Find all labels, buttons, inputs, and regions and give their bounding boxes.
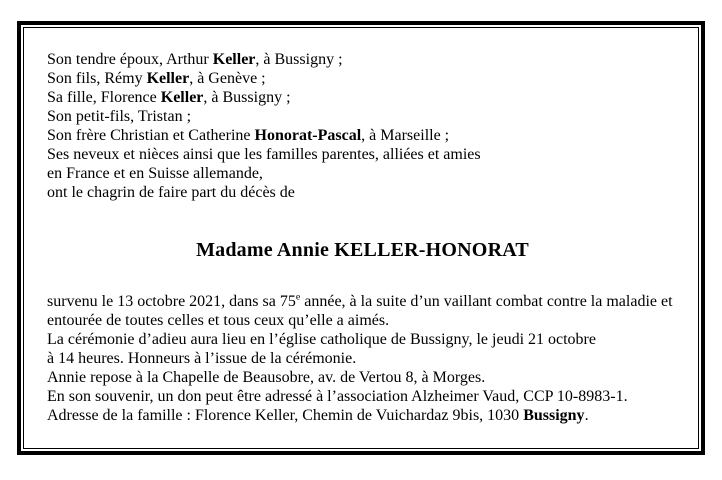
- detail-lines-block: [47, 292, 678, 425]
- detail-line: survenu le 13 octobre 2021, dans sa 75e année, à la suite d’un vaillant combat contre la maladie et: [47, 291, 673, 310]
- family-line: Sa fille, Florence Keller, à Bussigny ;: [47, 89, 291, 106]
- notice-inner-border: [23, 27, 699, 449]
- family-line: ont le chagrin de faire part du décès de: [47, 184, 295, 201]
- detail-line: entourée de toutes celles et tous ceux qu’elle a aimés.: [47, 312, 390, 329]
- detail-line: à 14 heures. Honneurs à l’issue de la cérémonie.: [47, 350, 357, 367]
- family-line: Son frère Christian et Catherine Honorat-Pascal, à Marseille ;: [47, 127, 450, 144]
- family-lines-block: [47, 50, 678, 202]
- family-line: Son tendre époux, Arthur Keller, à Bussigny ;: [47, 51, 343, 68]
- deceased-name-title: Madame Annie KELLER-HONORAT: [196, 239, 529, 261]
- death-notice-content: [24, 28, 698, 425]
- detail-line: Adresse de la famille : Florence Keller, Chemin de Vuichardaz 9bis, 1030 Bussigny.: [47, 407, 589, 424]
- family-line: en France et en Suisse allemande,: [47, 165, 263, 182]
- family-line: Son fils, Rémy Keller, à Genève ;: [47, 70, 266, 87]
- detail-line: La cérémonie d’adieu aura lieu en l’église catholique de Bussigny, le jeudi 21 octobre: [47, 331, 596, 348]
- family-line: Ses neveux et nièces ainsi que les familles parentes, alliées et amies: [47, 146, 481, 163]
- detail-line: En son souvenir, un don peut être adressé à l’association Alzheimer Vaud, CCP 10-8983-1.: [47, 388, 628, 405]
- notice-outer-border: [17, 21, 705, 455]
- detail-line: Annie repose à la Chapelle de Beausobre, av. de Vertou 8, à Morges.: [47, 369, 486, 386]
- family-line: Son petit-fils, Tristan ;: [47, 108, 192, 125]
